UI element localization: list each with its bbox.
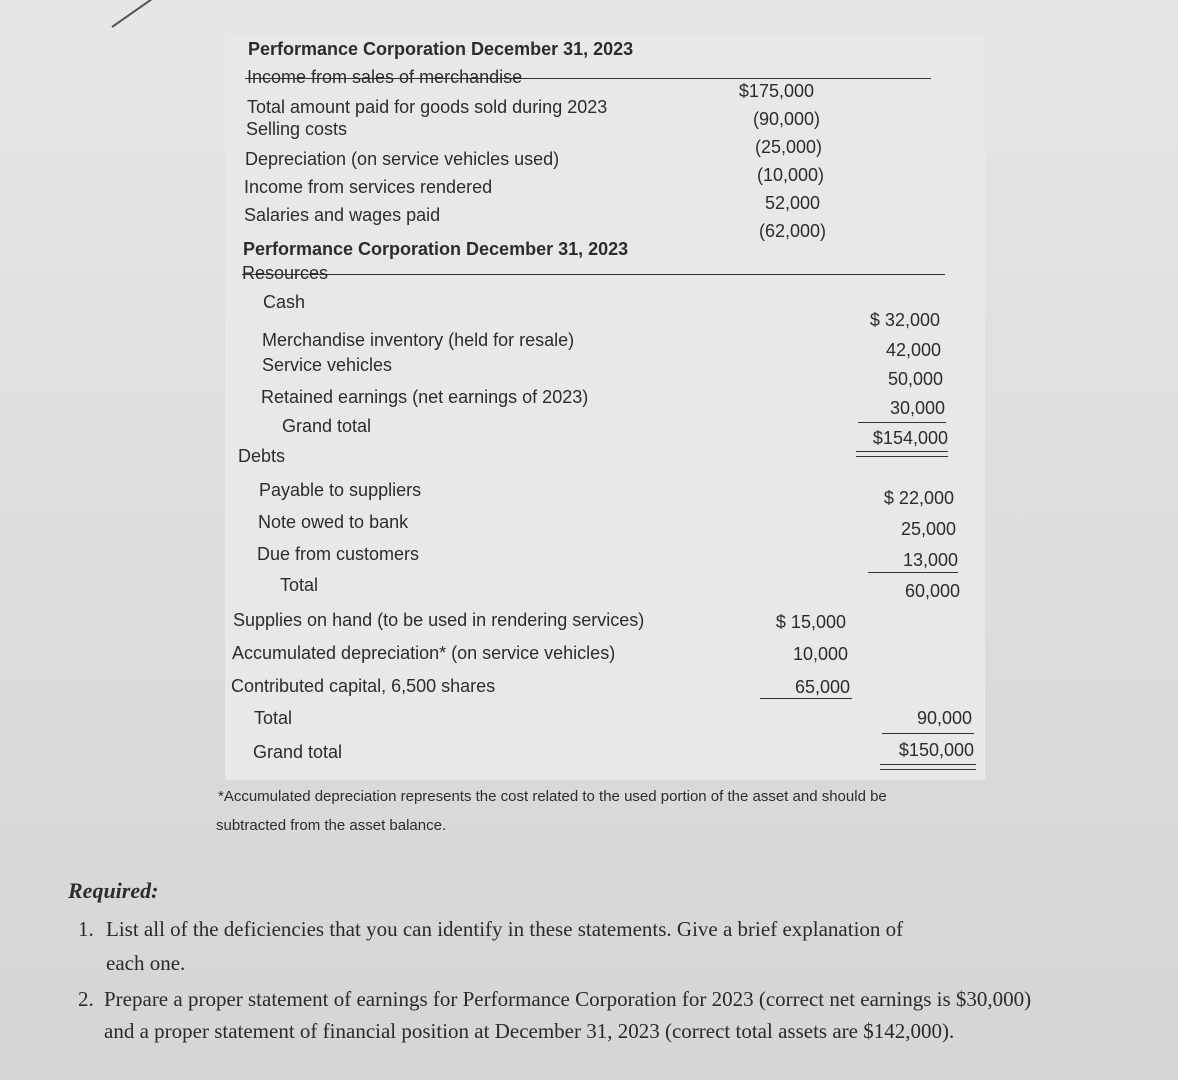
other-row-label: Supplies on hand (to be used in rendering services): [233, 610, 645, 630]
debt-row-value: 13,000: [902, 550, 958, 570]
debts-heading: Debts: [238, 446, 286, 466]
other-total-label: Total: [254, 708, 293, 728]
resources-subtotal-rule: [858, 422, 946, 423]
grand-subtotal-rule: [882, 733, 974, 734]
earnings-row-value: (10,000): [756, 165, 824, 185]
resource-row-value: $ 32,000: [869, 310, 940, 330]
other-row-value: 10,000: [792, 644, 848, 664]
earnings-row-value: (90,000): [752, 109, 820, 129]
resource-row-label: Cash: [263, 292, 306, 312]
earnings-row-label: Total amount paid for goods sold during 2023: [247, 97, 608, 117]
earnings-row-value: (62,000): [758, 221, 826, 241]
debt-row-label: Note owed to bank: [258, 512, 409, 532]
resources-total-value: $154,000: [872, 428, 948, 448]
resources-total-label: Grand total: [282, 416, 372, 436]
earnings-title: Performance Corporation December 31, 2023: [248, 39, 634, 59]
resource-row-value: 30,000: [889, 398, 945, 418]
other-subtotal-rule: [760, 698, 852, 699]
earnings-row-label: Income from services rendered: [244, 177, 493, 197]
footnote-line: subtracted from the asset balance.: [216, 817, 447, 834]
debts-total-label: Total: [280, 575, 319, 595]
required-item-number: 1.: [78, 917, 94, 941]
debt-row-label: Due from customers: [257, 544, 420, 564]
resource-row-label: Service vehicles: [262, 355, 393, 375]
debts-total-value: 60,000: [904, 581, 960, 601]
other-row-value: $ 15,000: [775, 612, 846, 632]
resource-row-value: 50,000: [887, 369, 943, 389]
earnings-row-label: Selling costs: [246, 119, 348, 139]
earnings-row-value: (25,000): [754, 137, 822, 157]
other-row-value: 65,000: [794, 677, 850, 697]
grand-total-value: $150,000: [898, 740, 974, 760]
earnings-row-label: Income from sales of merchandise: [247, 67, 523, 87]
debt-row-label: Payable to suppliers: [259, 480, 422, 500]
earnings-row-label: Depreciation (on service vehicles used): [245, 149, 560, 169]
other-row-label: Accumulated depreciation* (on service vehicles): [232, 643, 616, 663]
grand-total-label: Grand total: [253, 742, 343, 762]
resources-heading: Resources: [242, 263, 329, 283]
footnote-line: *Accumulated depreciation represents the cost related to the used portion of the asset and should be: [218, 788, 887, 805]
debts-subtotal-rule: [868, 572, 958, 573]
required-item-text: each one.: [106, 951, 186, 975]
required-item-number: 2.: [78, 987, 94, 1011]
resource-row-label: Retained earnings (net earnings of 2023): [261, 387, 589, 407]
position-title-rule: [242, 274, 945, 275]
grand-total-double-rule: [880, 764, 976, 770]
resource-row-label: Merchandise inventory (held for resale): [262, 330, 575, 350]
required-item-text: Prepare a proper statement of earnings for Performance Corporation for 2023 (correct net earnings is $30,000): [104, 987, 1032, 1011]
resource-row-value: 42,000: [885, 340, 941, 360]
earnings-row-value: 52,000: [764, 193, 820, 213]
earnings-row-value: $175,000: [738, 81, 814, 101]
other-row-label: Contributed capital, 6,500 shares: [231, 676, 496, 696]
pen-check-mark: [111, 0, 160, 28]
required-heading: Required:: [68, 878, 159, 903]
required-item-text: and a proper statement of financial position at December 31, 2023 (correct total assets are $142,000).: [104, 1019, 955, 1043]
earnings-row-label: Salaries and wages paid: [244, 205, 441, 225]
debt-row-value: $ 22,000: [883, 488, 954, 508]
other-total-value: 90,000: [916, 708, 972, 728]
required-item-text: List all of the deficiencies that you can identify in these statements. Give a brief explanation of: [106, 917, 904, 941]
position-title: Performance Corporation December 31, 2023: [243, 239, 629, 259]
resources-double-rule: [856, 451, 948, 457]
debt-row-value: 25,000: [900, 519, 956, 539]
